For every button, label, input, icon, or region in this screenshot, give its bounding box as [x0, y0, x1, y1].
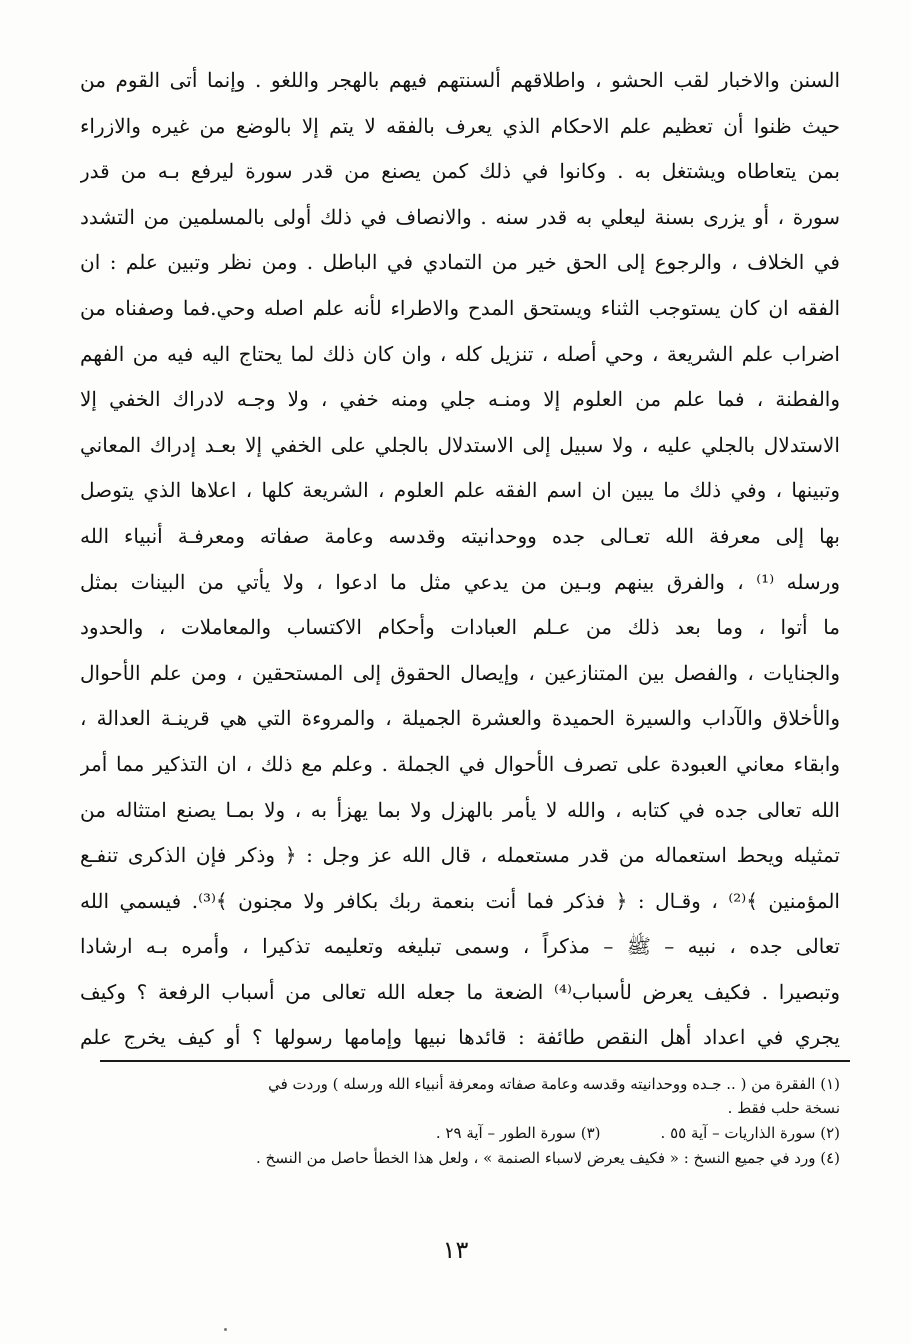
text-line: اضراب علم الشريعة ، وحي أصله ، تنزيل كله ، وان كان ذلك لما يحتاج اليه فيه من الفهم	[80, 341, 840, 366]
text-line: السنن والاخبار لقب الحشو ، واطلاقهم ألسنتهم فيهم بالهجر واللغو . وإنما أتى القوم من	[80, 68, 840, 92]
text-line: والجنايات ، والفصل بين المتنازعين ، وإيصال الحقوق إلى المستحقين ، ومن علم الأحوال	[80, 660, 840, 685]
footnotes-section	[100, 1072, 840, 1170]
text-line: بمن يتعاطاه ويشتغل به . وكانوا في ذلك كمن يصنع من قدر سورة ليرفع بـه من قدر	[80, 159, 840, 184]
text-line: وتبصيرا . فكيف يعرض لأسباب⁽⁴⁾ الضعة ما جعله الله تعالى من أسباب الرفعة ؟ وكيف	[80, 979, 840, 1004]
text-line: الفقه ان كان يستوجب الثناء ويستحق المدح والاطراء لأنه علم اصله وحي.فما وصفناه من	[80, 295, 840, 320]
scan-speck	[224, 1328, 227, 1331]
text-line: المؤمنين ﴾⁽²⁾ ، وقـال : ﴿ فذكر فما أنت بنعمة ربك بكافر ولا مجنون ﴾⁽³⁾. فيسمي الله	[80, 888, 840, 913]
text-line: في الخلاف ، والرجوع إلى الحق خير من التمادي في الباطل . ومن نظر وتبين علم : ان	[80, 250, 840, 275]
footnote-2: (٢) سورة الذاريات – آية ٥٥ .	[660, 1124, 840, 1142]
footnote-1-line-2: نسخة حلب فقط .	[727, 1099, 840, 1117]
page-number: ١٣	[442, 1236, 469, 1264]
text-line: والأخلاق والآداب والسيرة الحميدة والعشرة الجميلة ، والمروءة التي هي قرينـة العدالة ،	[80, 706, 840, 731]
main-body-text	[80, 58, 840, 1061]
text-line: ما أتوا ، وما بعد ذلك من عـلم العبادات وأحكام الاكتساب والمعاملات ، والحدود	[80, 615, 840, 640]
text-line: حيث ظنوا أن تعظيم علم الاحكام الذي يعرف بالفقه لا يتم إلا بالوضع من غيره والازراء	[80, 113, 840, 138]
text-line: تمثيله ويحط استعماله من قدر مستعمله ، قال الله عز وجل : ﴿ وذكر فإن الذكرى تنفـع	[80, 843, 840, 868]
footnote-2-3-row	[100, 1120, 840, 1146]
text-line: تعالى جده ، نبيه – ﷺ – مذكراً ، وسمى تبليغه وتعليمه تذكيرا ، وأمره بـه ارشادا	[80, 934, 840, 959]
text-line: الاستدلال بالجلي عليه ، ولا سبيل إلى الاستدلال بالجلي على الخفي إلا بعـد إدراك المعاني	[80, 432, 840, 457]
text-line: الله تعالى جده في كتابه ، والله لا يأمر بالهزل ولا بما يهزأ به ، ولا بمـا يصنع امتثاله من	[80, 797, 840, 822]
footnote-3: (٣) سورة الطور – آية ٢٩ .	[435, 1124, 601, 1142]
text-line: والفطنة ، فما علم من العلوم إلا ومنـه جلي ومنه خفي ، ولا وجـه لادراك الخفي إلا	[80, 387, 840, 412]
footnote-1-line-1: (١) الفقرة من ( .. جـده ووحدانيته وقدسه وعامة صفاته ومعرفة أنبياء الله ورسله ) وردت في	[268, 1075, 840, 1093]
text-line: وتبينها ، وفي ذلك ما يبين ان اسم الفقه علم العلوم ، الشريعة كلها ، اعلاها الذي يتوصل	[80, 478, 840, 503]
text-line: يجري في اعداد أهل النقص طائفة : قائدها نبيها وإمامها رسولها ؟ أو كيف يخرج علم	[80, 1025, 840, 1050]
text-line: ورسله ⁽¹⁾ ، والفرق بينهم وبـين من يدعي مثل ما ادعوا ، ولا يأتي من البينات بمثل	[80, 569, 840, 594]
text-line: بها إلى معرفة الله تعـالى جده ووحدانيته وقدسه وعامة صفاته ومعرفـة أنبياء الله	[80, 523, 840, 548]
footnote-4: (٤) ورد في جميع النسخ : « فكيف يعرض لاسباء الصنمة » ، ولعل هذا الخطأ حاصل من النسخ .	[256, 1149, 840, 1167]
footnote-divider	[100, 1060, 850, 1062]
text-line: سورة ، أو يزرى بسنة ليعلي به قدر سنه . والانصاف في ذلك أولى بالمسلمين من التشدد	[80, 204, 840, 229]
text-line: وابقاء معاني العبودة على تصرف الأحوال في الجملة . وعلم مع ذلك ، ان التذكير مما أمر	[80, 751, 840, 776]
